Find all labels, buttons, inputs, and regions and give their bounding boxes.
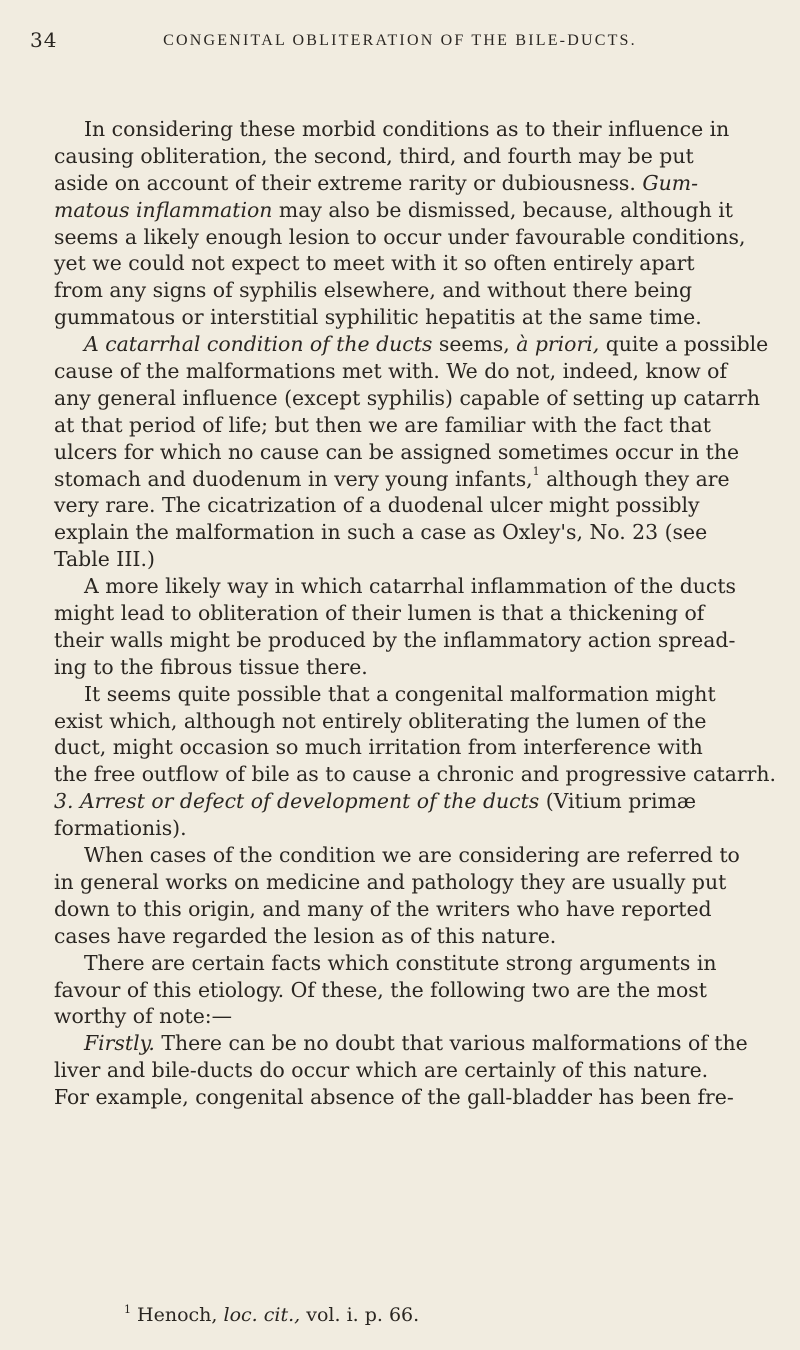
italic-term: Gum- [642,170,699,195]
footnote-ref: loc. cit., [223,1304,301,1326]
text-line: stomach and duodenum in very young infants,$^1$ although they are [54,464,730,491]
text-line: the free outflow of bile as to cause a chronic and progressive catarrh. [54,762,777,787]
page-number: 34 [30,28,58,52]
text-line: For example, congenital absence of the gall-bladder has been fre- [54,1085,734,1110]
text-line: matous inflammation may also be dismissed, because, although it [54,197,733,222]
text-line: from any signs of syphilis elsewhere, and without there being [54,278,693,303]
text-line: in general works on medicine and pathology they are usually put [54,869,727,894]
text-line: 3. Arrest or defect of development of the ducts (Vitium primæ [54,789,697,814]
text-line: exist which, although not entirely obliterating the lumen of the [54,708,707,733]
running-head: CONGENITAL OBLITERATION OF THE BILE-DUCTS. [163,32,637,49]
text-line: liver and bile-ducts do occur which are certainly of this nature. [54,1058,709,1083]
italic-term: 3. [54,789,74,814]
text-line: might lead to obliteration of their lumen is that a thickening of [54,601,705,626]
footnote-ref: 1 [532,464,540,478]
text-line: Table III.) [54,547,155,572]
footnote [124,1304,419,1326]
italic-term: Arrest or defect of development of the ducts [79,789,540,814]
text-line: explain the malformation in such a case as Oxley's, No. 23 (see [54,520,708,545]
text-line: yet we could not expect to meet with it so often entirely apart [54,251,695,276]
text-line: down to this origin, and many of the writers who have reported [54,896,712,921]
footnote-author: Henoch, [137,1304,218,1326]
italic-term: à priori, [516,332,600,357]
text-line: any general influence (except syphilis) capable of setting up catarrh [54,385,760,410]
italic-term: Firstly. [84,1031,155,1056]
page-header [30,28,770,56]
text-line: It seems quite possible that a congenital malformation might [84,681,716,706]
italic-term: A catarrhal condition of the ducts [84,332,433,357]
text-line: A more likely way in which catarrhal inflammation of the ducts [84,574,736,599]
footnote-marker: 1 [124,1303,131,1316]
text-line: causing obliteration, the second, third, and fourth may be put [54,143,694,168]
text-line: favour of this etiology. Of these, the following two are the most [54,977,707,1002]
text-line: very rare. The cicatrization of a duodenal ulcer might possibly [54,493,700,518]
text-line: gummatous or interstitial syphilitic hepatitis at the same time. [54,305,702,330]
text-line: their walls might be produced by the inflammatory action spread- [54,627,736,652]
text-line: formationis). [54,816,187,841]
footnote-rest: vol. i. p. 66. [306,1304,420,1326]
italic-term: matous inflammation [54,197,273,222]
text-line: ing to the fibrous tissue there. [54,654,368,679]
text-line: When cases of the condition we are considering are referred to [84,843,740,868]
text-line: worthy of note:— [54,1004,233,1029]
text-line: aside on account of their extreme rarity or dubiousness. Gum- [54,170,699,195]
text-line: cause of the malformations met with. We do not, indeed, know of [54,359,727,384]
body-text [54,116,794,1111]
text-line: seems a likely enough lesion to occur under favourable conditions, [54,224,746,249]
text-line: cases have regarded the lesion as of this nature. [54,923,557,948]
text-line: A catarrhal condition of the ducts seems, à priori, quite a possible [84,332,769,357]
text-line: Firstly. There can be no doubt that various malformations of the [84,1031,748,1056]
text-line: In considering these morbid conditions as to their influence in [84,117,730,141]
text-line: There are certain facts which constitute strong arguments in [84,950,717,975]
text-line: at that period of life; but then we are familiar with the fact that [54,412,711,437]
text-line: duct, might occasion so much irritation from interference with [54,735,703,760]
text-line: ulcers for which no cause can be assigned sometimes occur in the [54,439,740,464]
